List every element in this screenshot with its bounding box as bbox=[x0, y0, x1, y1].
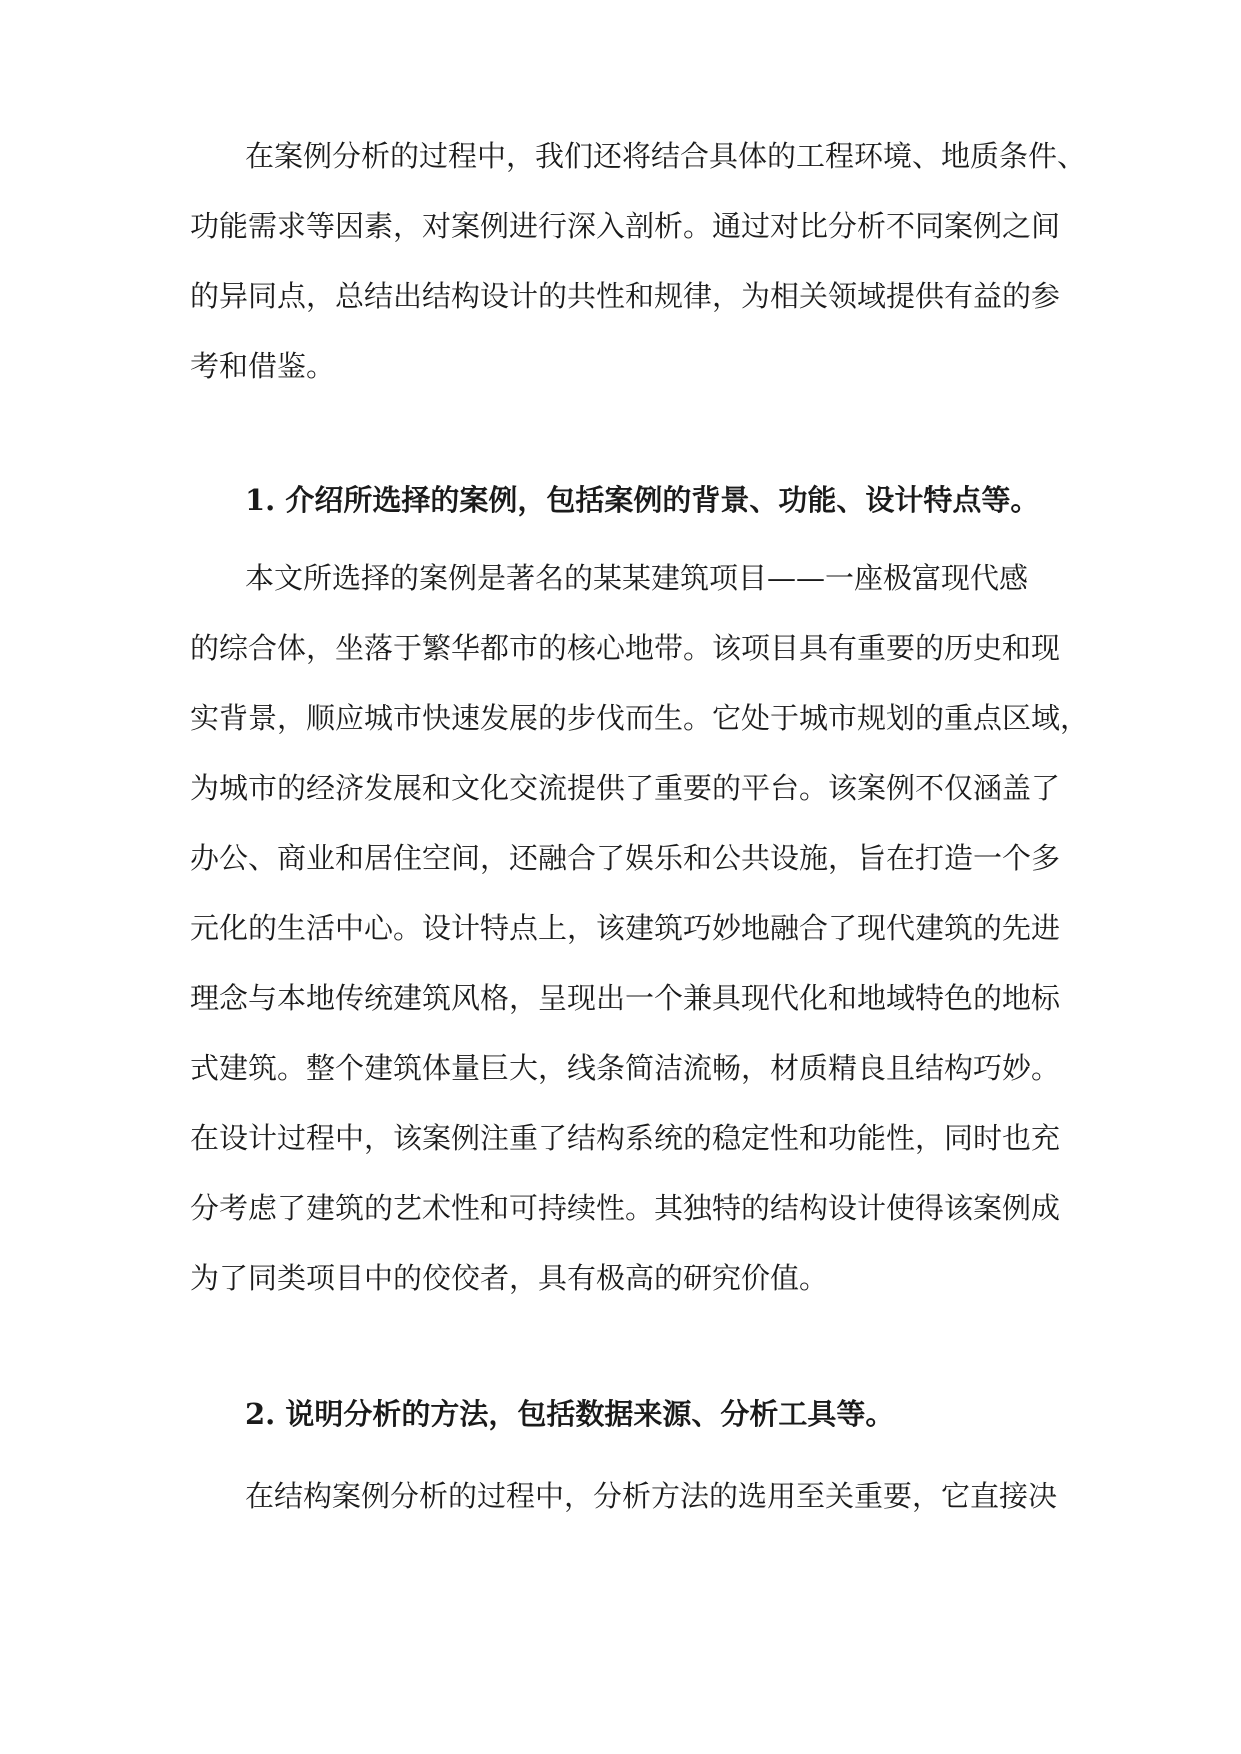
paragraph-intro-line: 在案例分析的过程中，我们还将结合具体的工程环境、地质条件、 bbox=[245, 139, 1087, 173]
section2-line: 在结构案例分析的过程中，分析方法的选用至关重要，它直接决 bbox=[245, 1479, 1058, 1513]
section1-line: 办公、商业和居住空间，还融合了娱乐和公共设施，旨在打造一个多 bbox=[190, 841, 1061, 875]
section1-line: 在设计过程中，该案例注重了结构系统的稳定性和功能性，同时也充 bbox=[190, 1121, 1061, 1155]
section1-line: 为城市的经济发展和文化交流提供了重要的平台。该案例不仅涵盖了 bbox=[190, 771, 1061, 805]
section1-line: 的综合体，坐落于繁华都市的核心地带。该项目具有重要的历史和现 bbox=[190, 631, 1061, 665]
section1-line: 分考虑了建筑的艺术性和可持续性。其独特的结构设计使得该案例成 bbox=[190, 1191, 1061, 1225]
section1-line: 本文所选择的案例是著名的某某建筑项目——一座极富现代感 bbox=[245, 561, 1029, 595]
section1-line: 元化的生活中心。设计特点上，该建筑巧妙地融合了现代建筑的先进 bbox=[190, 911, 1061, 945]
section1-line: 实背景，顺应城市快速发展的步伐而生。它处于城市规划的重点区域， bbox=[190, 701, 1090, 735]
section1-line: 为了同类项目中的佼佼者，具有极高的研究价值。 bbox=[190, 1261, 829, 1295]
section1-line: 式建筑。整个建筑体量巨大，线条简洁流畅，材质精良且结构巧妙。 bbox=[190, 1051, 1061, 1085]
paragraph-intro-line: 功能需求等因素，对案例进行深入剖析。通过对比分析不同案例之间 bbox=[190, 209, 1061, 243]
section-heading-1: 1. 介绍所选择的案例，包括案例的背景、功能、设计特点等。 bbox=[245, 483, 1040, 517]
section1-line: 理念与本地传统建筑风格，呈现出一个兼具现代化和地域特色的地标 bbox=[190, 981, 1061, 1015]
section-heading-2: 2. 说明分析的方法，包括数据来源、分析工具等。 bbox=[245, 1397, 895, 1431]
paragraph-intro-line: 考和借鉴。 bbox=[190, 349, 336, 383]
paragraph-intro-line: 的异同点，总结出结构设计的共性和规律，为相关领域提供有益的参 bbox=[190, 279, 1061, 313]
